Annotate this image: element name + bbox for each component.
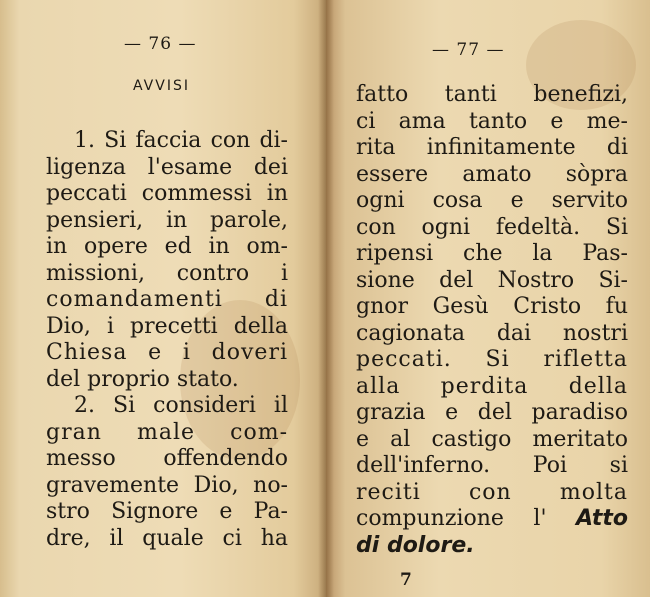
text-line: ripensi che la Pas- [356, 241, 628, 266]
left-page-number: — 76 — [124, 34, 197, 54]
text-line: del proprio stato. [46, 366, 239, 392]
text-line: 1. Si faccia con di- [74, 128, 288, 153]
text-line: grazia e del paradiso [356, 400, 628, 425]
text-line: con ogni fedeltà. Si [356, 214, 628, 240]
text-line: in opere ed in om- [46, 234, 288, 259]
text-line: sione del Nostro Si- [356, 267, 628, 293]
text-line: gran male com- [46, 419, 288, 445]
left-page-text [46, 128, 288, 552]
text-line: ci ama tanto e me- [356, 108, 628, 134]
text-line: comandamenti di [46, 287, 288, 312]
signature-mark: 7 [400, 570, 412, 590]
text-line: peccati. Si rifletta [356, 347, 628, 372]
text-line: ogni cosa e servito [356, 188, 628, 213]
text-line: Dio, i precetti della [46, 313, 288, 339]
text-line: rita infinitamente di [356, 135, 628, 160]
text-line: gnor Gesù Cristo fu [356, 294, 628, 319]
right-page-text [356, 82, 628, 559]
text-line: dell'inferno. Poi si [356, 453, 628, 478]
text-run: compunzione l' [356, 506, 547, 531]
text-line: peccati commessi in [46, 181, 288, 206]
text-line: 2. Si consideri il [74, 393, 288, 418]
italic-title-run: Atto [576, 506, 628, 531]
italic-title-run: di dolore. [356, 532, 475, 558]
text-line: gravemente Dio, no- [46, 472, 288, 498]
text-line: alla perdita della [356, 373, 628, 399]
text-line-italic [356, 533, 628, 560]
text-line: ligenza l'esame dei [46, 154, 288, 180]
text-line: pensieri, in parole, [46, 207, 288, 233]
text-line: e al castigo meritato [356, 426, 628, 452]
book-gutter [318, 0, 334, 597]
text-line: stro Signore e Pa- [46, 499, 288, 524]
text-line: dre, il quale ci ha [46, 525, 288, 551]
text-line: Chiesa e i doveri [46, 340, 288, 365]
right-page-number: — 77 — [432, 40, 505, 60]
text-line: missioni, contro i [46, 260, 288, 286]
text-line: fatto tanti benefizi, [356, 82, 628, 107]
text-line: essere amato sòpra [356, 161, 628, 187]
text-line: cagionata dai nostri [356, 320, 628, 346]
section-heading: AVVISI [133, 78, 190, 94]
text-line: reciti con molta [356, 479, 628, 505]
text-line-mixed [356, 506, 628, 533]
right-page [326, 0, 650, 597]
text-line: messo offendendo [46, 446, 288, 471]
